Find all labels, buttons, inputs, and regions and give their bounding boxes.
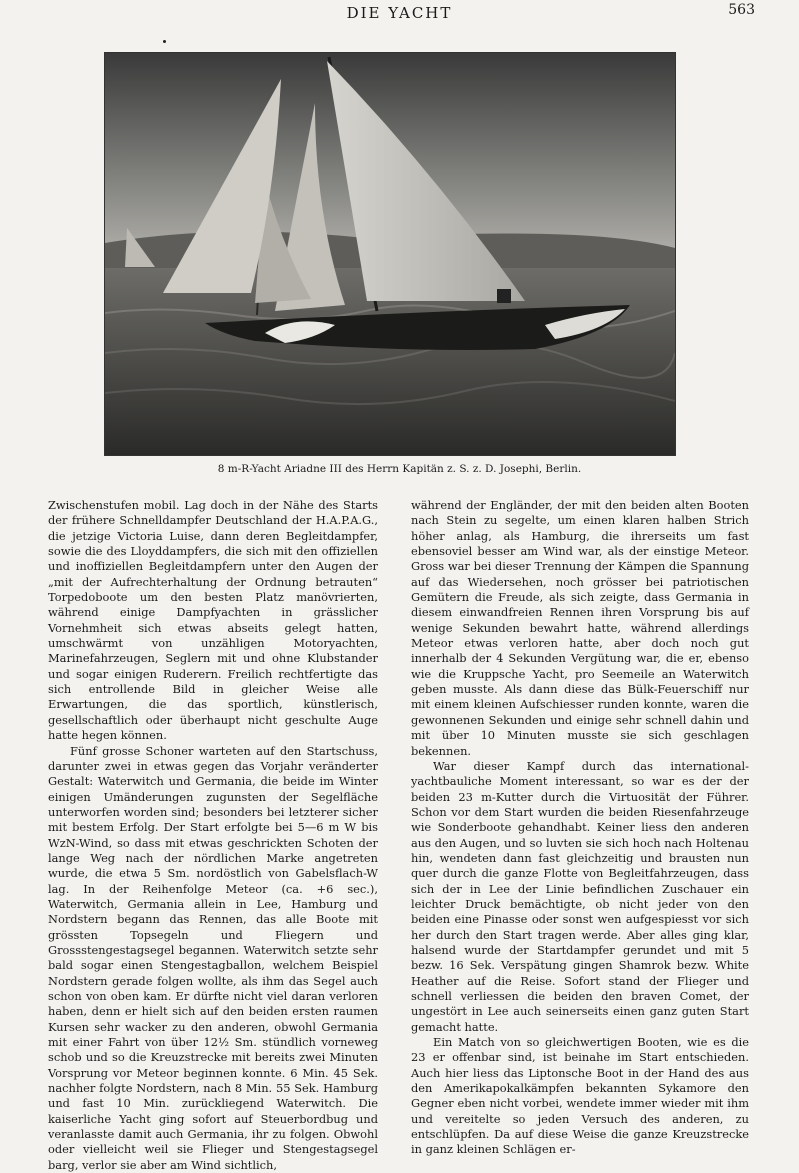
yacht-photo-illustration — [105, 53, 675, 455]
page-header — [0, 4, 799, 24]
paragraph: Zwischenstufen mobil. Lag doch in der Nähe des Starts der frühere Schnelldampfer Deutschland der H.A.P.A.G., die jetzige Victoria Luise, dann deren Begleitdampfer, sowie die des Lloyddampfers, die sich mit den offiziellen und inoffiziellen Begleitdampfern unter den Augen der „mit der Aufrechterhaltung der Ordnung betrauten“ Torpedoboote um den besten Platz manövrierten, während einige Dampfyachten in grässlicher Vornehmheit sich etwas abseits gelegt hatten, umschwärmt von unzähligen Motoryachten, Marinefahrzeugen, Seglern mit und ohne Klubstander und sogar einigen Ruderern. Freilich rechtfertigte das sich entrollende Bild in gleicher Weise alle Erwartungen, die das sportlich, künstlerisch, gesellschaftlich oder überhaupt nicht geschulte Auge hatte hegen können. — [48, 498, 378, 744]
paragraph: Fünf grosse Schoner warteten auf den Startschuss, darunter zwei in etwas gegen das Vorjahr veränderter Gestalt: Waterwitch und Germania, die beide im Winter einigen Umänderungen zugunsten der Segelfläche unterworfen worden sind; besonders bei letzterer sicher mit bestem Erfolg. Der Start erfolgte bei 5—6 m W bis WzN-Wind, so dass mit etwas geschrickten Schoten der lange Weg nach der nördlichen Marke angetreten wurde, die etwa 5 Sm. nordöstlich von Gabelsflach-W lag. In der Reihenfolge Meteor (ca. +6 sec.), Waterwitch, Germania allein in Lee, Hamburg und Nordstern begann das Rennen, das alle Boote mit grössten Topsegeln und Fliegern und Grossstengestagsegel begannen. Waterwitch setzte sehr bald sogar einen Stengestagballon, welchem Beispiel Nordstern gerade folgen wollte, als ihm das Segel auch schon von oben kam. Er dürfte nicht viel daran verloren haben, denn er hielt sich auf den beiden ersten raumen Kursen sehr wacker zu den anderen, obwohl Germania mit einer Fahrt von über 12½ Sm. stündlich vorneweg schob und so die Kreuzstrecke mit bereits zwei Minuten Vorsprung vor Meteor beginnen konnte. 6 Min. 45 Sek. nachher folgte Nordstern, nach 8 Min. 55 Sek. Hamburg und fast 10 Min. zurückliegend Waterwitch. Die kaiserliche Yacht ging sofort auf Steuerbordbug und veranlasste damit auch Germania, ihr zu folgen. Obwohl oder vielleicht weil sie Flieger und Stengestagsegel barg, verlor sie aber am Wind sichtlich, — [48, 744, 378, 1173]
running-head: DIE YACHT — [0, 4, 799, 22]
figure-caption: 8 m-R-Yacht Ariadne III des Herrn Kapitän z. S. z. D. Josephi, Berlin. — [0, 463, 799, 475]
paragraph: während der Engländer, der mit den beiden alten Booten nach Stein zu segelte, um einen klaren halben Strich höher anlag, als Hamburg, die ihrerseits um fast ebensoviel besser am Wind war, als der einstige Meteor. Gross war bei dieser Trennung der Kämpen die Spannung auf das Wiedersehen, noch grösser bei patriotischen Gemütern die Freude, als sich zeigte, dass Germania in diesem einwandfreien Rennen ihren Vorsprung bis auf wenige Sekunden bewahrt hatte, während allerdings Meteor etwas verloren hatte, aber doch noch gut innerhalb der 4 Sekunden Vergütung war, die er, ebenso wie die Kruppsche Yacht, pro Seemeile an Waterwitch geben musste. Als dann diese das Bülk-Feuerschiff nur mit einem kleinen Aufschiesser runden konnte, waren die gewonnenen Sekunden und einige sehr schnell dahin und mit über 10 Minuten musste sie sich geschlagen bekennen. — [411, 498, 749, 759]
left-text-column — [48, 498, 378, 1173]
paragraph: War dieser Kampf durch das international-yachtbauliche Moment interessant, so war es der der beiden 23 m-Kutter durch die Virtuosität der Führer. Schon vor dem Start wurden die beiden Riesenfahrzeuge wie Sonderboote gehandhabt. Keiner liess den anderen aus den Augen, und so luvten sie sich hoch nach Holtenau hin, wendeten dann fast gleichzeitig und brausten nun quer durch die ganze Flotte von Begleitfahrzeugen, dass sich der in Lee der Linie befindlichen Zuschauer ein leichter Druck bemächtigte, ob nicht jeder von den beiden eine Pinasse oder sonst wen aufgespiesst vor sich her durch den Start tragen werde. Aber alles ging klar, halsend wurde der Startdampfer gerundet und mit 5 bezw. 16 Sek. Verspätung gingen Shamrok bezw. White Heather auf die Reise. Sofort stand der Flieger und schnell verliessen die beiden den braven Comet, der ungestört in Lee auch seinerseits einen ganz guten Start gemacht hatte. — [411, 759, 749, 1035]
print-speck — [163, 40, 166, 43]
right-text-column — [411, 498, 749, 1158]
page-number: 563 — [728, 2, 755, 18]
yacht-photograph — [104, 52, 676, 456]
paragraph: Ein Match von so gleichwertigen Booten, wie es die 23 er offenbar sind, ist beinahe im Start entschieden. Auch hier liess das Liptonsche Boot in der Hand des aus den Amerikapokalkämpfen bekannten Sykamore den Gegner eben nicht vorbei, wendete immer wieder mit ihm und vereitelte so jeden Versuch des anderen, zu entschlüpfen. Da auf diese Weise die ganze Kreuzstrecke in ganz kleinen Schlägen er- — [411, 1035, 749, 1158]
